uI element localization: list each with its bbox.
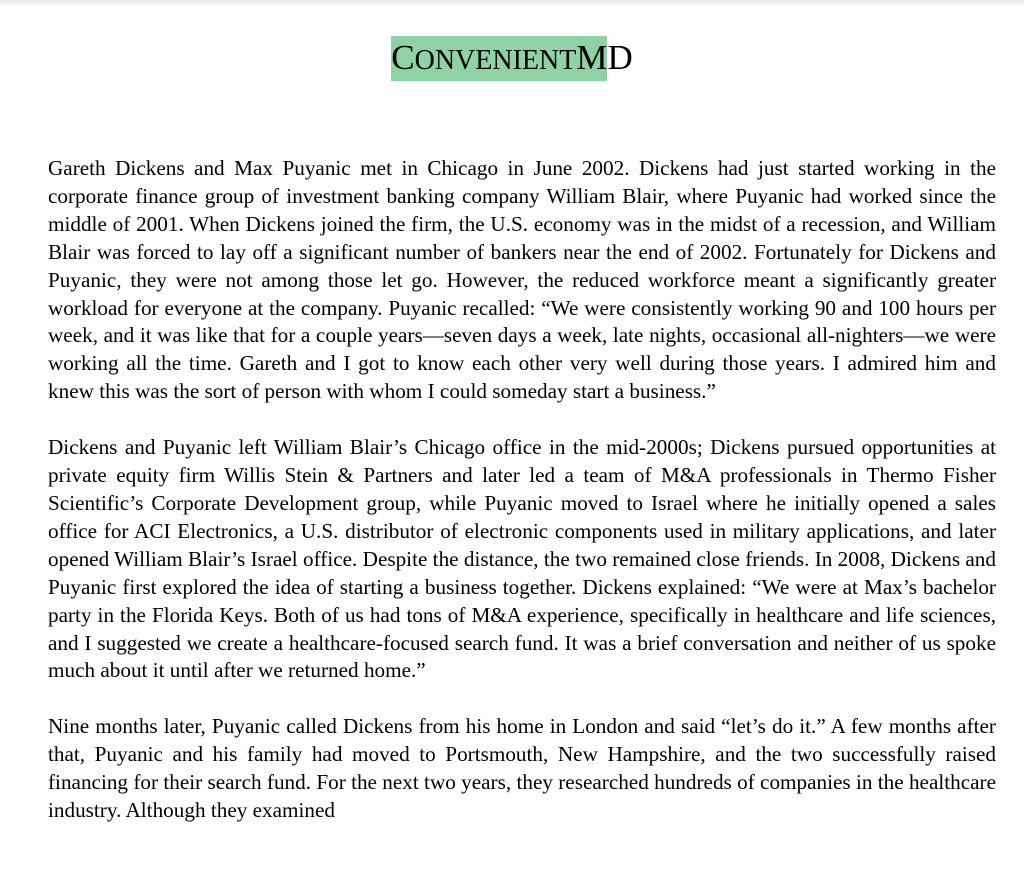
document-header [0, 40, 1024, 75]
title-initial: C [391, 38, 415, 77]
paragraph-2: Dickens and Puyanic left William Blair’s Chicago office in the mid-2000s; Dickens pursued opportunities at private equity firm Willis Stein & Partners and later led a team of M&A professionals in Thermo Fisher Scientific’s Corporate Development group, while Puyanic moved to Israel where he initially opened a sales office for ACI Electronics, a U.S. distributor of electronic components used in military applications, and later opened William Blair’s Israel office. Despite the distance, the two remained close friends. In 2008, Dickens and Puyanic first explored the idea of starting a business together. Dickens explained: “We were at Max’s bachelor party in the Florida Keys. Both of us had tons of M&A experience, specifically in healthcare and life sciences, and I suggested we create a healthcare-focused search fund. It was a brief conversation and neither of us spoke much about it until after we returned home.” [48, 435, 996, 683]
title-m: M [576, 38, 608, 77]
title-highlight [391, 36, 607, 81]
title-tail: D [607, 38, 633, 77]
page-top-shadow [0, 0, 1024, 6]
document-title [391, 40, 633, 75]
title-smallcaps: ONVENIENT [414, 45, 577, 76]
document-body [48, 155, 996, 853]
paragraph-3: Nine months later, Puyanic called Dickens from his home in London and said “let’s do it.” A few months after that, Puyanic and his family had moved to Portsmouth, New Hampshire, and the two successfully raised financing for their search fund. For the next two years, they researched hundreds of companies in the healthcare industry. Although they examined [48, 714, 996, 823]
paragraph-1: Gareth Dickens and Max Puyanic met in Chicago in June 2002. Dickens had just started working in the corporate finance group of investment banking company William Blair, where Puyanic had worked since the middle of 2001. When Dickens joined the firm, the U.S. economy was in the midst of a recession, and William Blair was forced to lay off a significant number of bankers near the end of 2002. Fortunately for Dickens and Puyanic, they were not among those let go. However, the reduced workforce meant a significantly greater workload for everyone at the company. Puyanic recalled: “We were consistently working 90 and 100 hours per week, and it was like that for a couple years—seven days a week, late nights, occasional all-nighters—we were working all the time. Gareth and I got to know each other very well during those years. I admired him and knew this was the sort of person with whom I could someday start a business.” [48, 156, 996, 404]
